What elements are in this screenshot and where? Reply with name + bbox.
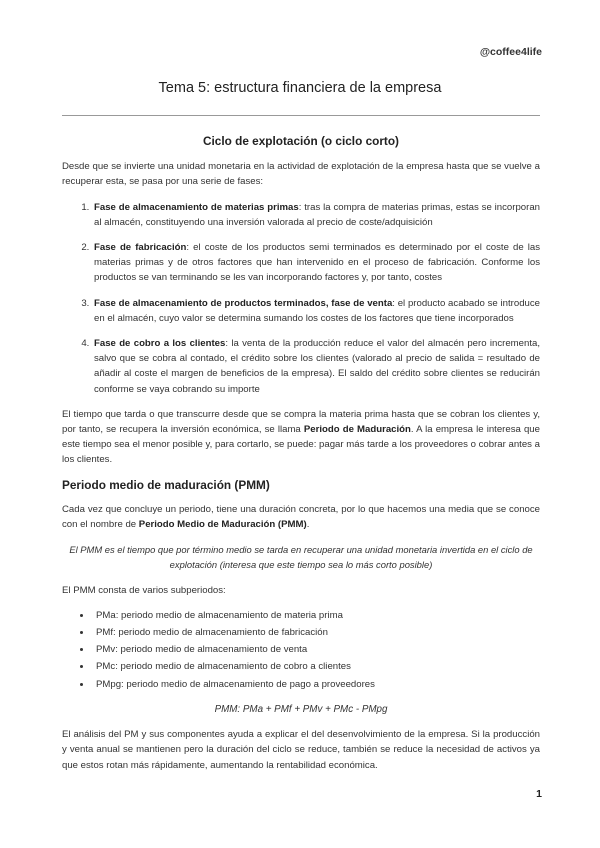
section-heading-ciclo: Ciclo de explotación (o ciclo corto) [203,134,399,148]
author-handle: @coffee4life [479,46,542,58]
conclusion-paragraph: El análisis del PM y sus componentes ayuda a explicar el del desenvolvimiento de la empresa. Si la producción y venta anual se mantienen pero la duración del ciclo se reduce, también se reduce la necesidad de activos ya que estos rotan más rápidamente, aumentando la rentabilidad económica. [62,729,540,771]
pmm-term: Periodo Medio de Maduración (PMM) [138,519,307,531]
phase-text: : el producto acabado se introduce en el almacén, cuyo valor se determina sumando los costes de los factores que tiene incorporados [94,297,540,324]
phase-text: : la venta de la producción reduce el valor del almacén pero incrementa, salvo que se cobra al contado, el crédito sobre los clientes (valorado al precio de salida = resultado de añadir al coste el margen de beneficios de la empresa). El saldo del crédito sobre clientes se reducirán conforme se vaya cobrando su importe [94,338,540,395]
subperiods-intro: El PMM consta de varios subperiodos: [62,584,226,596]
phase-item [92,240,540,286]
document-body [62,134,540,783]
title-divider [62,115,540,116]
subperiod-item: • PMv: periodo medio de almacenamiento de venta [92,642,540,657]
phase-title: Fase de cobro a los clientes [94,338,226,350]
subperiod-item: • PMpg: periodo medio de almacenamiento de pago a proveedores [92,677,540,692]
maturation-paragraph [62,407,540,468]
maturation-text-pre: El tiempo que tarda o que transcurre desde que se compra la materia prima hasta que se cobran los clientes y, por tanto, se recupera la inversión económica, se llama [62,408,540,436]
phase-title: Fase de almacenamiento de materias primas [94,201,299,213]
page-number: 1 [536,788,542,800]
pmm-definition: El PMM es el tiempo que por término medio se tarda en recuperar una unidad monetaria invertida en el ciclo de explotación (interesa que este tiempo sea lo más corto posible) [69,544,533,571]
subperiod-item: • PMf: periodo medio de almacenamiento de fabricación [92,625,540,640]
document-title: Tema 5: estructura financiera de la empresa [158,80,442,96]
pmm-intro-pre: Cada vez que concluye un periodo, tiene una duración concreta, por lo que hacemos una media que se conoce con el nombre de [62,503,540,531]
phase-text: : tras la compra de materias primas, estas se incorporan al almacén, constituyendo una inversión valorada al precio de coste/adquisición [94,201,540,228]
intro-paragraph: Desde que se invierte una unidad monetaria en la actividad de explotación de la empresa hasta que se vuelve a recuperar esta, se pasa por una serie de fases: [62,161,540,188]
subperiod-item: • PMa: periodo medio de almacenamiento de materia prima [92,608,540,623]
phase-item [92,336,540,397]
subperiod-item: • PMc: periodo medio de almacenamiento de cobro a clientes [92,659,540,674]
pmm-intro-post: . [306,519,310,531]
maturation-term: Periodo de Maduración [303,424,411,436]
phase-title: Fase de fabricación [94,242,187,254]
pmm-formula: PMM: PMa + PMf + PMv + PMc - PMpg [214,703,388,715]
phase-text: : el coste de los productos semi terminados es determinado por el coste de las materias primas y de otros factores que han intervenido en el proceso de fabricación. Conforme los productos se van terminando se les van incorporando factores y, por tanto, costes [94,242,540,284]
phase-item [92,200,540,230]
phase-title: Fase de almacenamiento de productos terminados, fase de venta [94,297,393,309]
subperiods-list [62,608,540,692]
maturation-text-post: . A la empresa le interesa que este tiempo sea el menor posible y, para cortarlo, se puede: pagar más tarde a los proveedores o cobrar antes a los clientes. [62,424,540,466]
pmm-intro-paragraph [62,502,540,532]
phases-list [62,200,540,397]
section-heading-pmm: Periodo medio de maduración (PMM) [62,477,270,492]
phase-item [92,296,540,326]
